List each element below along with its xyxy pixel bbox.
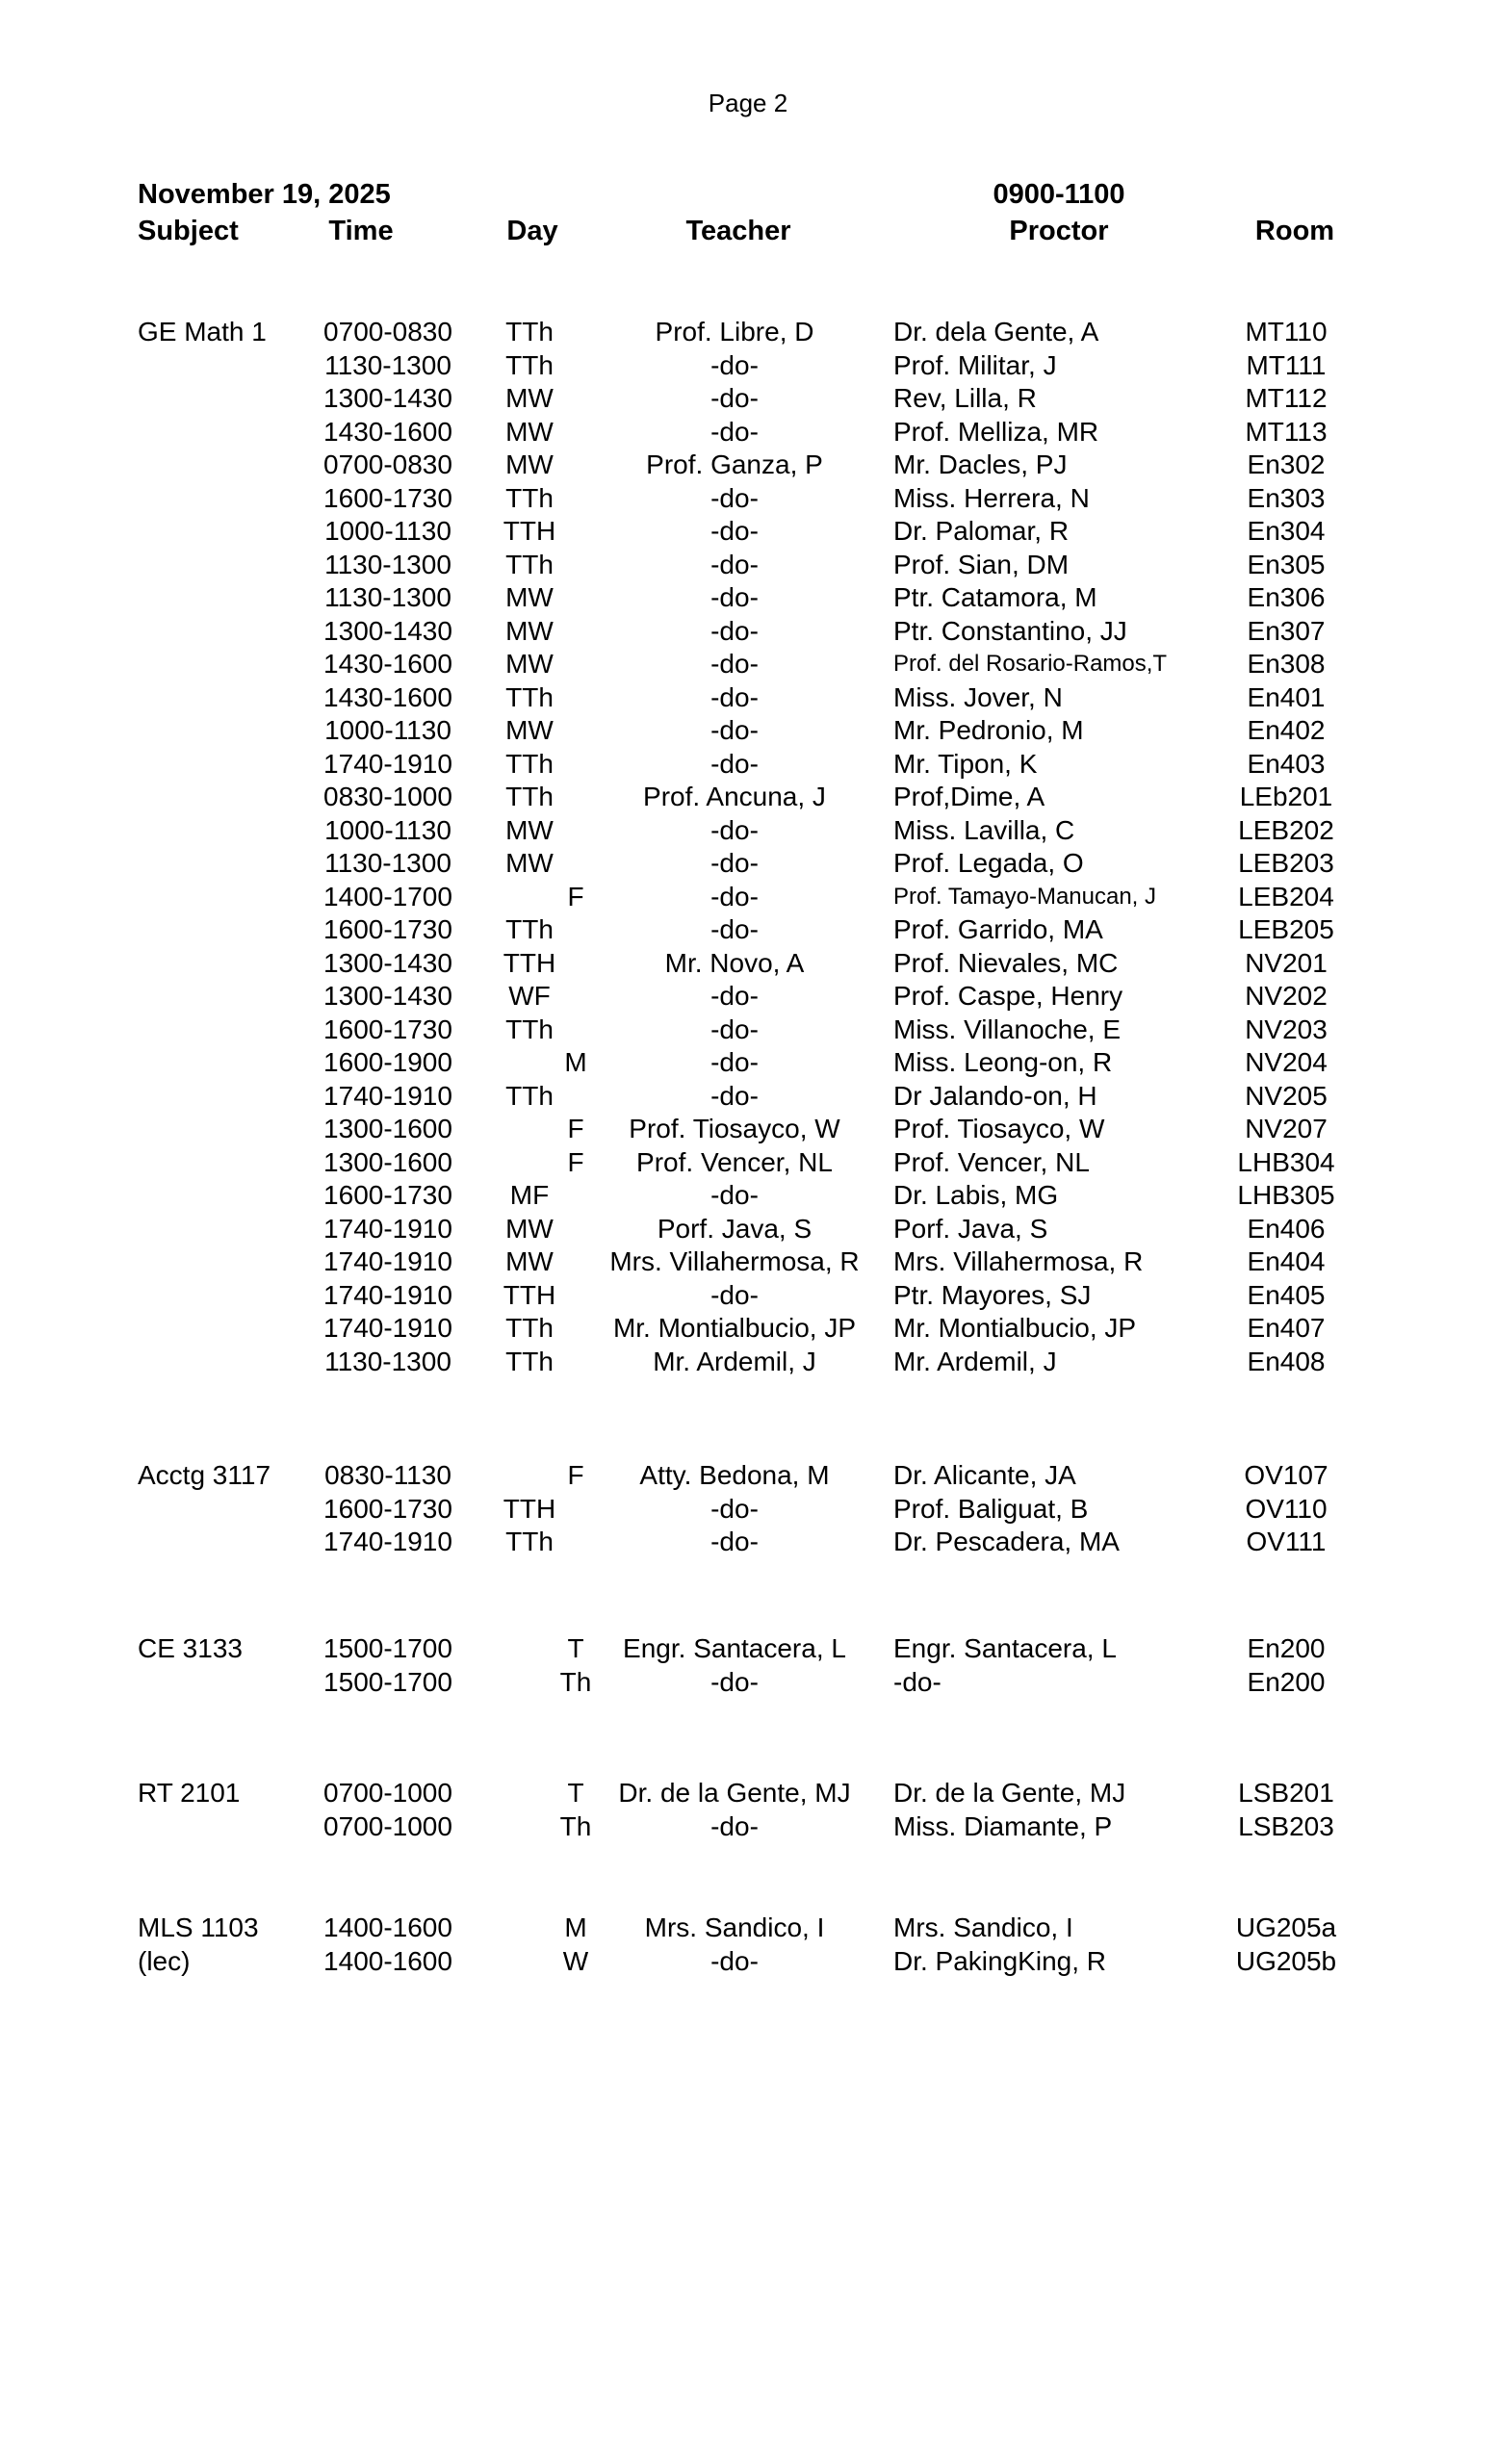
teacher-cell: -do-: [710, 1810, 759, 1841]
time-cell: 1740-1910: [323, 1313, 452, 1343]
page-number: Page 2: [708, 89, 788, 117]
room-cell: En200: [1247, 1633, 1326, 1663]
day-cell: MW: [505, 582, 554, 612]
proctor-cell: Porf. Java, S: [893, 1213, 1048, 1244]
schedule-row: [0, 1014, 1496, 1047]
day-cell: MW: [505, 848, 554, 878]
proctor-cell: Dr. Pescadera, MA: [893, 1527, 1120, 1556]
day-cell: MW: [505, 1246, 554, 1276]
subject-cell: Acctg 3117: [138, 1460, 271, 1490]
time-cell: 1740-1910: [323, 1527, 452, 1556]
room-cell: NV207: [1245, 1114, 1328, 1143]
proctor-cell: Prof. Caspe, Henry: [893, 981, 1123, 1011]
teacher-cell: -do-: [710, 1014, 759, 1044]
proctor-cell: Prof. Legada, O: [893, 848, 1084, 878]
proctor-cell: Ptr. Constantino, JJ: [893, 615, 1127, 646]
schedule-row: [0, 581, 1496, 615]
schedule-row: [0, 1279, 1496, 1313]
schedule-row: [0, 1945, 1496, 1979]
room-cell: En306: [1247, 582, 1326, 612]
room-cell: UG205a: [1235, 1912, 1337, 1942]
day-cell: TTh: [505, 748, 554, 779]
day-cell: TTH: [503, 1279, 556, 1310]
schedule-row: [0, 1245, 1496, 1279]
time-cell: 1130-1300: [324, 1346, 451, 1376]
room-cell: LHB305: [1237, 1180, 1335, 1210]
time-cell: 1740-1910: [323, 1246, 452, 1276]
subject-block: [0, 1632, 1496, 1699]
day-cell: MW: [505, 1213, 554, 1244]
proctor-cell: Miss. Leong-on, R: [893, 1047, 1113, 1077]
proctor-cell: Prof. Garrido, MA: [893, 914, 1103, 944]
day-cell: MF: [509, 1180, 550, 1210]
teacher-cell: Atty. Bedona, M: [639, 1460, 830, 1490]
teacher-cell: Mrs. Villahermosa, R: [609, 1246, 860, 1276]
time-cell: 1400-1600: [323, 1912, 452, 1942]
room-cell: En302: [1247, 449, 1326, 479]
proctor-cell: Miss. Herrera, N: [893, 482, 1090, 513]
schedule-row: [0, 881, 1496, 914]
schedule-row: [0, 1666, 1496, 1700]
time-cell: 1300-1430: [323, 947, 452, 978]
schedule-row: [0, 449, 1496, 482]
proctor-cell: Prof. Tiosayco, W: [893, 1114, 1105, 1143]
room-cell: En303: [1247, 482, 1326, 513]
subject-cell: (lec): [138, 1945, 191, 1976]
schedule-row: [0, 681, 1496, 715]
teacher-cell: -do-: [710, 349, 759, 380]
proctor-cell: Prof. del Rosario-Ramos,T: [893, 651, 1168, 677]
day-cell: TTH: [503, 947, 556, 978]
schedule-row: [0, 648, 1496, 681]
teacher-cell: -do-: [710, 383, 759, 413]
proctor-cell: Mrs. Sandico, I: [893, 1912, 1073, 1942]
day-cell: TTh: [505, 1313, 554, 1343]
proctor-cell: Prof. Sian, DM: [893, 549, 1070, 579]
room-cell: En405: [1247, 1279, 1326, 1310]
day-cell: F: [567, 1146, 584, 1177]
schedule-row: [0, 1213, 1496, 1246]
day-cell: T: [567, 1778, 584, 1808]
time-cell: 1300-1430: [323, 383, 452, 413]
teacher-cell: Mr. Montialbucio, JP: [612, 1313, 857, 1343]
time-cell: 0830-1130: [324, 1460, 451, 1490]
proctor-cell: Mr. Pedronio, M: [893, 715, 1084, 745]
teacher-cell: -do-: [710, 848, 759, 878]
teacher-cell: -do-: [710, 549, 759, 579]
teacher-cell: -do-: [710, 482, 759, 513]
proctor-cell: Dr. PakingKing, R: [893, 1945, 1106, 1976]
column-header-proctor: Proctor: [1009, 216, 1109, 246]
time-cell: 1130-1300: [324, 848, 451, 878]
day-cell: TTh: [505, 549, 554, 579]
proctor-cell: Dr. de la Gente, MJ: [893, 1778, 1126, 1808]
room-cell: En305: [1247, 549, 1326, 579]
teacher-cell: -do-: [710, 615, 759, 646]
time-cell: 0700-0830: [323, 317, 452, 346]
teacher-cell: -do-: [710, 1945, 759, 1976]
subject-block: [0, 316, 1496, 1378]
teacher-cell: -do-: [710, 1666, 759, 1697]
time-cell: 1300-1600: [323, 1146, 452, 1177]
schedule-row: [0, 847, 1496, 881]
room-cell: NV204: [1245, 1047, 1328, 1077]
subject-block: [0, 1912, 1496, 1978]
room-cell: OV110: [1245, 1493, 1328, 1524]
schedule-row: [0, 947, 1496, 981]
proctor-cell: Miss. Diamante, P: [893, 1810, 1113, 1841]
schedule-row: [0, 316, 1496, 349]
teacher-cell: -do-: [710, 814, 759, 845]
column-header-time: Time: [328, 216, 394, 246]
schedule-row: [0, 482, 1496, 516]
room-cell: MT110: [1245, 317, 1328, 346]
day-cell: Th: [559, 1810, 592, 1841]
room-cell: En308: [1247, 649, 1326, 679]
subject-cell: CE 3133: [138, 1633, 243, 1663]
room-cell: En406: [1247, 1213, 1326, 1244]
proctor-cell: Mr. Tipon, K: [893, 748, 1038, 779]
time-cell: 1000-1130: [324, 715, 451, 745]
day-cell: F: [567, 881, 584, 911]
room-cell: MT112: [1245, 383, 1328, 413]
day-cell: TTh: [505, 1527, 554, 1556]
time-cell: 1600-1730: [323, 1180, 452, 1210]
day-cell: M: [564, 1912, 587, 1942]
proctor-cell: Rev, Lilla, R: [893, 383, 1037, 413]
day-cell: MW: [505, 649, 554, 679]
room-cell: LEB202: [1238, 814, 1334, 845]
subject-cell: RT 2101: [138, 1778, 241, 1808]
teacher-cell: Mr. Ardemil, J: [653, 1346, 816, 1376]
room-cell: NV203: [1245, 1014, 1328, 1044]
teacher-cell: Prof. Libre, D: [655, 317, 814, 346]
schedule-row: [0, 416, 1496, 449]
proctor-cell: Ptr. Catamora, M: [893, 582, 1097, 612]
proctor-cell: Ptr. Mayores, SJ: [893, 1279, 1092, 1310]
time-cell: 1300-1600: [323, 1114, 452, 1143]
teacher-cell: -do-: [710, 1527, 759, 1556]
proctor-cell: Miss. Lavilla, C: [893, 814, 1075, 845]
day-cell: TTh: [505, 1014, 554, 1044]
schedule-row: [0, 1113, 1496, 1146]
teacher-cell: -do-: [710, 1180, 759, 1210]
time-cell: 1740-1910: [323, 748, 452, 779]
exam-date: November 19, 2025: [138, 179, 391, 210]
time-cell: 1000-1130: [324, 516, 451, 546]
day-cell: T: [567, 1633, 584, 1663]
day-cell: TTh: [505, 1346, 554, 1376]
time-cell: 1740-1910: [323, 1213, 452, 1244]
time-cell: 1000-1130: [324, 814, 451, 845]
teacher-cell: Prof. Tiosayco, W: [629, 1114, 840, 1143]
proctor-cell: Mrs. Villahermosa, R: [893, 1246, 1144, 1276]
room-cell: NV201: [1245, 947, 1328, 978]
day-cell: F: [567, 1460, 584, 1490]
time-cell: 1300-1430: [323, 615, 452, 646]
time-cell: 0700-1000: [323, 1778, 452, 1808]
schedule-row: [0, 1459, 1496, 1493]
column-header-day: Day: [506, 216, 558, 246]
room-cell: En407: [1247, 1313, 1326, 1343]
exam-time-slot: 0900-1100: [993, 179, 1125, 210]
schedule-row: [0, 1912, 1496, 1945]
schedule-row: [0, 1312, 1496, 1346]
proctor-cell: -do-: [893, 1666, 941, 1697]
time-cell: 1600-1730: [323, 1014, 452, 1044]
room-cell: NV202: [1245, 981, 1328, 1011]
proctor-cell: Mr. Montialbucio, JP: [893, 1313, 1137, 1343]
teacher-cell: -do-: [710, 914, 759, 944]
schedule-row: [0, 748, 1496, 782]
day-cell: MW: [505, 715, 554, 745]
room-cell: OV107: [1244, 1460, 1328, 1490]
day-cell: TTH: [503, 1493, 556, 1524]
time-cell: 0700-1000: [323, 1810, 452, 1841]
teacher-cell: -do-: [710, 681, 759, 712]
room-cell: En200: [1247, 1666, 1326, 1697]
day-cell: TTh: [505, 482, 554, 513]
proctor-cell: Engr. Santacera, L: [893, 1633, 1117, 1663]
room-cell: En307: [1247, 615, 1326, 646]
proctor-cell: Mr. Ardemil, J: [893, 1346, 1057, 1376]
teacher-cell: Mr. Novo, A: [664, 947, 805, 978]
time-cell: 1740-1910: [323, 1279, 452, 1310]
teacher-cell: -do-: [710, 582, 759, 612]
day-cell: Th: [559, 1666, 592, 1697]
teacher-cell: -do-: [710, 1279, 759, 1310]
proctor-cell: Dr. Alicante, JA: [893, 1460, 1076, 1490]
proctor-cell: Prof. Vencer, NL: [893, 1146, 1090, 1177]
teacher-cell: -do-: [710, 516, 759, 546]
teacher-cell: Prof. Vencer, NL: [636, 1146, 833, 1177]
schedule-row: [0, 1346, 1496, 1379]
schedule-row: [0, 1777, 1496, 1810]
room-cell: LEB204: [1238, 881, 1334, 911]
schedule-row: [0, 814, 1496, 848]
time-cell: 1600-1730: [323, 1493, 452, 1524]
column-header-teacher: Teacher: [685, 216, 791, 246]
teacher-cell: -do-: [710, 416, 759, 447]
time-cell: 0700-0830: [323, 449, 452, 479]
schedule-row: [0, 1493, 1496, 1527]
room-cell: En401: [1247, 681, 1326, 712]
room-cell: En408: [1247, 1346, 1326, 1376]
schedule-row: [0, 980, 1496, 1014]
proctor-cell: Miss. Villanoche, E: [893, 1014, 1122, 1044]
subject-block: [0, 1459, 1496, 1559]
teacher-cell: -do-: [710, 1047, 759, 1077]
schedule-row: [0, 615, 1496, 649]
day-cell: MW: [505, 814, 554, 845]
time-cell: 1600-1730: [323, 914, 452, 944]
time-cell: 1600-1900: [323, 1047, 452, 1077]
day-cell: M: [564, 1047, 587, 1077]
proctor-cell: Prof. Baliguat, B: [893, 1493, 1089, 1524]
room-cell: En402: [1247, 715, 1326, 745]
proctor-cell: Prof. Tamayo-Manucan, J: [893, 883, 1157, 910]
day-cell: F: [567, 1114, 584, 1143]
proctor-cell: Prof. Melliza, MR: [893, 416, 1099, 447]
time-cell: 1130-1300: [324, 349, 451, 380]
day-cell: TTh: [505, 782, 554, 811]
proctor-cell: Prof,Dime, A: [893, 782, 1045, 811]
time-cell: 1130-1300: [324, 582, 451, 612]
time-cell: 1400-1600: [323, 1945, 452, 1976]
time-cell: 1500-1700: [323, 1666, 452, 1697]
day-cell: MW: [505, 416, 554, 447]
schedule-row: [0, 549, 1496, 582]
teacher-cell: -do-: [710, 748, 759, 779]
room-cell: LSB203: [1238, 1810, 1334, 1841]
room-cell: OV111: [1246, 1527, 1327, 1556]
room-cell: En404: [1247, 1246, 1326, 1276]
proctor-cell: Dr Jalando-on, H: [893, 1080, 1097, 1111]
time-cell: 1500-1700: [323, 1633, 452, 1663]
room-cell: LHB304: [1237, 1146, 1335, 1177]
proctor-cell: Prof. Militar, J: [893, 349, 1057, 380]
time-cell: 1400-1700: [323, 881, 452, 911]
subject-cell: GE Math 1: [138, 317, 267, 346]
teacher-cell: -do-: [710, 649, 759, 679]
day-cell: MW: [505, 615, 554, 646]
schedule-row: [0, 1080, 1496, 1114]
time-cell: 1300-1430: [323, 981, 452, 1011]
teacher-cell: -do-: [710, 881, 759, 911]
time-cell: 1430-1600: [323, 416, 452, 447]
time-cell: 1430-1600: [323, 649, 452, 679]
teacher-cell: Dr. de la Gente, MJ: [618, 1778, 851, 1808]
schedule-row: [0, 781, 1496, 814]
teacher-cell: Engr. Santacera, L: [623, 1633, 846, 1663]
day-cell: MW: [505, 383, 554, 413]
schedule-row: [0, 1146, 1496, 1180]
schedule-row: [0, 714, 1496, 748]
schedule-row: [0, 349, 1496, 383]
room-cell: En403: [1247, 748, 1326, 779]
teacher-cell: -do-: [710, 1493, 759, 1524]
schedule-row: [0, 515, 1496, 549]
room-cell: LEB205: [1238, 914, 1334, 944]
teacher-cell: Prof. Ancuna, J: [643, 782, 826, 811]
schedule-row: [0, 1179, 1496, 1213]
subject-cell: MLS 1103: [138, 1912, 259, 1942]
schedule-row: [0, 382, 1496, 416]
room-cell: UG205b: [1235, 1945, 1337, 1976]
day-cell: W: [562, 1945, 589, 1976]
schedule-row: [0, 1526, 1496, 1559]
column-header-subject: Subject: [138, 216, 239, 246]
time-cell: 1430-1600: [323, 681, 452, 712]
column-header-room: Room: [1254, 216, 1335, 246]
day-cell: TTH: [503, 516, 556, 546]
day-cell: MW: [505, 449, 554, 479]
room-cell: LEb201: [1239, 782, 1333, 811]
schedule-row: [0, 1632, 1496, 1666]
proctor-cell: Mr. Dacles, PJ: [893, 449, 1068, 479]
proctor-cell: Prof. Nievales, MC: [893, 947, 1119, 978]
room-cell: En304: [1247, 516, 1326, 546]
teacher-cell: Mrs. Sandico, I: [644, 1912, 825, 1942]
teacher-cell: Prof. Ganza, P: [646, 449, 823, 479]
day-cell: WF: [508, 981, 551, 1011]
room-cell: NV205: [1245, 1080, 1328, 1111]
proctor-cell: Dr. dela Gente, A: [893, 317, 1099, 346]
room-cell: MT113: [1245, 416, 1328, 447]
subject-block: [0, 1777, 1496, 1843]
time-cell: 1600-1730: [323, 482, 452, 513]
time-cell: 0830-1000: [323, 782, 452, 811]
teacher-cell: Porf. Java, S: [657, 1213, 812, 1244]
schedule-row: [0, 1810, 1496, 1844]
schedule-row: [0, 1046, 1496, 1080]
teacher-cell: -do-: [710, 1080, 759, 1111]
day-cell: TTh: [505, 349, 554, 380]
teacher-cell: -do-: [710, 981, 759, 1011]
proctor-cell: Miss. Jover, N: [893, 681, 1063, 712]
teacher-cell: -do-: [710, 715, 759, 745]
day-cell: TTh: [505, 914, 554, 944]
proctor-cell: Dr. Palomar, R: [893, 516, 1070, 546]
proctor-cell: Dr. Labis, MG: [893, 1180, 1059, 1210]
day-cell: TTh: [505, 317, 554, 346]
day-cell: TTh: [505, 681, 554, 712]
room-cell: MT111: [1246, 349, 1327, 380]
day-cell: TTh: [505, 1080, 554, 1111]
time-cell: 1740-1910: [323, 1080, 452, 1111]
time-cell: 1130-1300: [324, 549, 451, 579]
room-cell: LEB203: [1238, 848, 1334, 878]
room-cell: LSB201: [1238, 1778, 1334, 1808]
schedule-row: [0, 913, 1496, 947]
